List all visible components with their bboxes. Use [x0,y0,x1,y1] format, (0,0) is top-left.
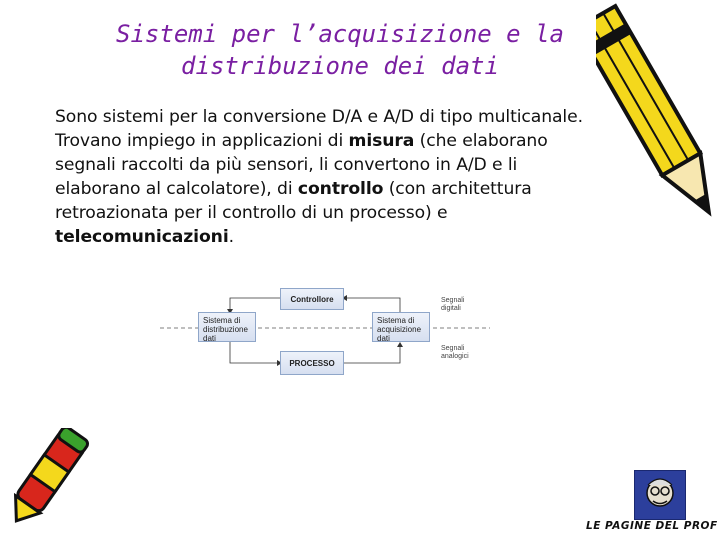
prof-logo-text: LE PAGINE DEL PROF [586,520,718,532]
block-diagram [160,280,490,380]
arrow-distribution-to-process [230,342,280,363]
prof-logo-icon [634,470,686,520]
digital-signals-label [441,297,464,313]
pencil-clipart-bottom-left [0,428,116,540]
bold-term-telecomunicazioni: telecomunicazioni [55,227,229,247]
analog-label-2: analogici [441,353,469,360]
analog-signals-label [441,345,469,361]
controller-label: Controllore [290,294,334,304]
body-text-part-4: . [228,227,234,247]
digital-label-1: Segnali [441,297,465,304]
controller-box [280,288,344,310]
process-label: PROCESSO [289,358,335,368]
body-text-part-3: (con architettura retroazionata per il controllo di un processo) e [55,179,532,223]
process-box [280,351,344,375]
distribution-box [198,312,256,342]
acquisition-box [372,312,430,342]
distribution-label-3: dati [203,334,216,343]
slide-title-line-1: Sistemi per l’acquisizione e la [116,20,564,48]
arrow-process-to-acquisition [342,344,400,363]
bold-term-misura: misura [348,131,415,151]
arrow-controller-to-distribution [230,298,280,312]
body-text-part-1: Sono sistemi per la conversione D/A e A/D di tipo multicanale. Trovano impiego in applicazioni di [55,107,583,151]
bold-term-controllo: controllo [297,179,384,199]
distribution-label-1: Sistema di [203,316,241,325]
slide-title [70,18,610,82]
slide-title-line-2: distribuzione dei dati [181,52,499,80]
body-text-part-2: (che elaborano segnali raccolti da più sensori, li convertono in A/D e li elaborano al calcolatore), di [55,131,548,199]
digital-label-2: digitali [441,305,461,312]
analog-label-1: Segnali [441,345,465,352]
acquisition-label-3: dati [377,334,390,343]
body-paragraph [55,105,595,249]
professor-cartoon-icon [635,471,685,519]
arrow-acquisition-to-controller [344,298,400,312]
pencil-clipart-top-right [596,0,720,240]
acquisition-label-1: Sistema di [377,316,415,325]
distribution-label-2: distribuzione [203,325,248,334]
acquisition-label-2: acquisizione [377,325,422,334]
